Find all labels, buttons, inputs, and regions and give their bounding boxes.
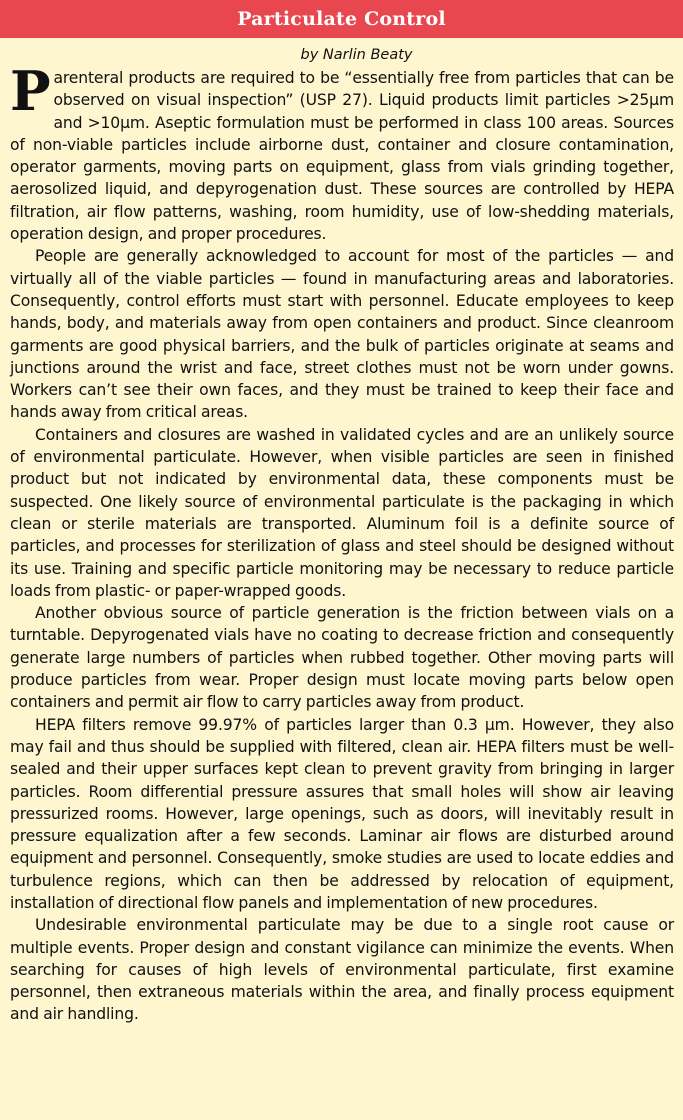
paragraph-3: Containers and closures are washed in validated cycles and are an unlikely source of environmental particulate. However, when visible particles are seen in finished product but not indicated by environmental data, these components must be suspected. One likely source of environmental particulate is the packaging in which clean or sterile materials are transported. Aluminum foil is a definite source of particles, and processes for sterilization of glass and steel should be designed without its use. Training and specific particle monitoring may be necessary to reduce particle loads from plastic- or paper-wrapped goods.: [10, 425, 674, 600]
paragraph-2: People are generally acknowledged to account for most of the particles — and virtually all of the viable particles — found in manufacturing areas and laboratories. Consequently, control efforts must start with personnel. Educate employees to keep hands, body, and materials away from open containers and product. Since cleanroom garments are good physical barriers, and the bulk of particles originate at seams and junctions around the wrist and face, street clothes must not be worn under gowns. Workers can’t see their own faces, and they must be trained to keep their face and hands away from critical areas.: [10, 247, 674, 422]
byline: by Narlin Beaty: [300, 47, 413, 63]
paragraph-1: [10, 59, 674, 245]
paragraph-1-text: arenteral products are required to be “essentially free from particles that can be observed on visual inspection” (USP 27). Liquid products limit particles >25µm and >10µm. Aseptic formulation must be performed in class 100 areas. Sources of non-viable particles include airborne dust, container and closure contamination, operator garments, moving parts on equipment, glass from vials grinding together, aerosolized liquid, and depyrogenation dust. These sources are controlled by HEPA filtration, air flow patterns, washing, room humidity, use of low-shedding materials, operation design, and proper procedures.: [10, 69, 674, 244]
article-title: Particulate Control: [237, 8, 446, 30]
paragraph-4: Another obvious source of particle generation is the friction between vials on a turntable. Depyrogenated vials have no coating to decrease friction and consequently generate large numbers of particles when rubbed together. Other moving parts will produce particles from wear. Proper design must locate moving parts below open containers and permit air flow to carry particles away from product.: [10, 604, 674, 712]
title-banner: [0, 0, 683, 38]
paragraph-6: Undesirable environmental particulate may be due to a single root cause or multiple events. Proper design and constant vigilance can minimize the events. When searching for causes of high levels of environmental particulate, first examine personnel, then extraneous materials within the area, and finally process equipment and air handling.: [10, 916, 674, 1024]
paragraph-5: HEPA filters remove 99.97% of particles larger than 0.3 µm. However, they also may fail and thus should be supplied with filtered, clean air. HEPA filters must be well-sealed and their upper surfaces kept clean to prevent gravity from bringing in larger particles. Room differential pressure assures that small holes will show air leaving pressurized rooms. However, large openings, such as doors, will inevitably result in pressure equalization after a few seconds. Laminar air flows are disturbed around equipment and personnel. Consequently, smoke studies are used to locate eddies and turbulence regions, which can then be addressed by relocation of equipment, installation of directional flow panels and implementation of new procedures.: [10, 715, 674, 912]
drop-cap: P: [10, 59, 51, 123]
article-body: [0, 59, 683, 1026]
